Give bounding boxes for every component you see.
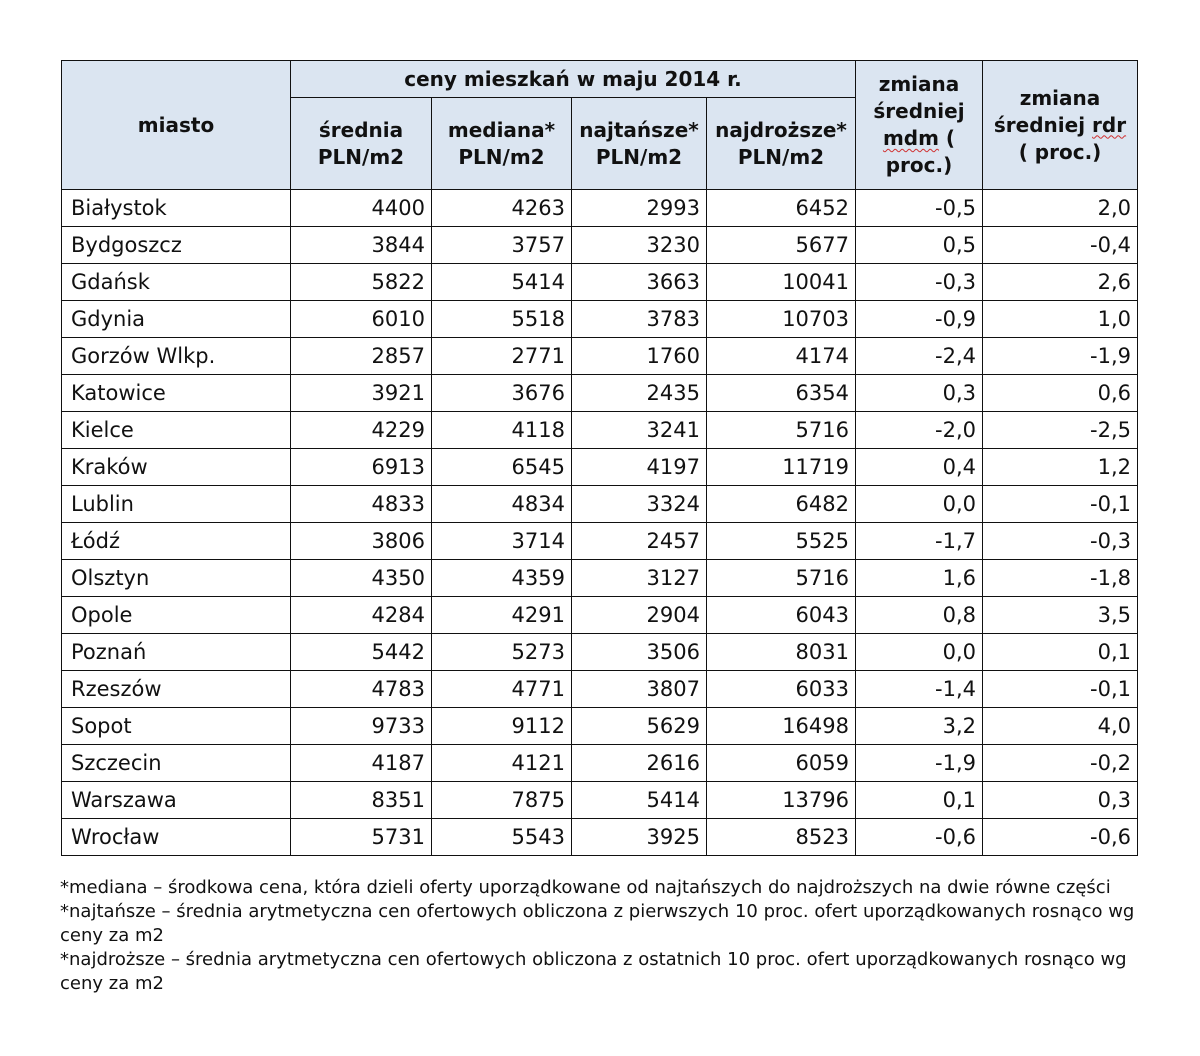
yoy-change-cell: -0,4 — [983, 227, 1138, 264]
avg-price-cell: 3844 — [291, 227, 432, 264]
cheapest-price-cell: 3127 — [572, 560, 707, 597]
priciest-price-cell: 10703 — [707, 301, 856, 338]
table-row — [62, 560, 1138, 597]
cheapest-price-cell: 1760 — [572, 338, 707, 375]
city-cell: Bydgoszcz — [62, 227, 291, 264]
price-table — [61, 60, 1138, 856]
yoy-change-cell: 0,3 — [983, 782, 1138, 819]
priciest-price-cell: 5716 — [707, 560, 856, 597]
avg-price-cell: 6913 — [291, 449, 432, 486]
avg-price-cell: 4783 — [291, 671, 432, 708]
median-price-cell: 5414 — [432, 264, 572, 301]
priciest-price-cell: 6043 — [707, 597, 856, 634]
table-row — [62, 671, 1138, 708]
avg-price-cell: 5442 — [291, 634, 432, 671]
cheapest-price-cell: 2457 — [572, 523, 707, 560]
mom-change-cell: -0,3 — [856, 264, 983, 301]
avg-price-cell: 3921 — [291, 375, 432, 412]
mom-change-cell: -0,9 — [856, 301, 983, 338]
yoy-change-cell: -1,9 — [983, 338, 1138, 375]
table-row — [62, 412, 1138, 449]
median-price-cell: 3714 — [432, 523, 572, 560]
table-row — [62, 634, 1138, 671]
priciest-price-cell: 10041 — [707, 264, 856, 301]
yoy-change-cell: -0,2 — [983, 745, 1138, 782]
priciest-price-cell: 5716 — [707, 412, 856, 449]
header-median: mediana* PLN/m2 — [432, 98, 572, 190]
avg-price-cell: 3806 — [291, 523, 432, 560]
cheapest-price-cell: 3230 — [572, 227, 707, 264]
yoy-change-cell: 0,6 — [983, 375, 1138, 412]
avg-price-cell: 4400 — [291, 190, 432, 227]
table-row — [62, 301, 1138, 338]
city-cell: Łódź — [62, 523, 291, 560]
yoy-change-cell: 2,0 — [983, 190, 1138, 227]
priciest-price-cell: 16498 — [707, 708, 856, 745]
header-cheapest: najtańsze* PLN/m2 — [572, 98, 707, 190]
cheapest-price-cell: 2616 — [572, 745, 707, 782]
median-price-cell: 4771 — [432, 671, 572, 708]
city-cell: Sopot — [62, 708, 291, 745]
median-price-cell: 6545 — [432, 449, 572, 486]
mom-change-cell: -0,6 — [856, 819, 983, 856]
mom-change-cell: 0,0 — [856, 486, 983, 523]
header-mom-line: proc.) — [885, 153, 953, 177]
yoy-change-cell: 1,2 — [983, 449, 1138, 486]
priciest-price-cell: 4174 — [707, 338, 856, 375]
header-mom-line: mdm — [882, 126, 939, 150]
city-cell: Gdynia — [62, 301, 291, 338]
header-mom-line: zmiana — [878, 72, 960, 96]
table-body — [62, 190, 1138, 856]
yoy-change-cell: -0,6 — [983, 819, 1138, 856]
header-mom-change — [856, 61, 983, 190]
avg-price-cell: 6010 — [291, 301, 432, 338]
table-row — [62, 264, 1138, 301]
city-cell: Lublin — [62, 486, 291, 523]
cheapest-price-cell: 3663 — [572, 264, 707, 301]
cheapest-price-cell: 3241 — [572, 412, 707, 449]
priciest-price-cell: 6354 — [707, 375, 856, 412]
yoy-change-cell: 1,0 — [983, 301, 1138, 338]
avg-price-cell: 2857 — [291, 338, 432, 375]
yoy-change-cell: -2,5 — [983, 412, 1138, 449]
city-cell: Opole — [62, 597, 291, 634]
table-row — [62, 227, 1138, 264]
table-row — [62, 338, 1138, 375]
mom-change-cell: -1,9 — [856, 745, 983, 782]
avg-price-cell: 9733 — [291, 708, 432, 745]
header-price-group: ceny mieszkań w maju 2014 r. — [291, 61, 856, 98]
yoy-change-cell: -1,8 — [983, 560, 1138, 597]
header-yoy-line: średniej — [993, 112, 1086, 137]
median-price-cell: 4121 — [432, 745, 572, 782]
yoy-change-cell: 4,0 — [983, 708, 1138, 745]
table-row — [62, 375, 1138, 412]
median-price-cell: 4291 — [432, 597, 572, 634]
priciest-price-cell: 11719 — [707, 449, 856, 486]
avg-price-cell: 4833 — [291, 486, 432, 523]
priciest-price-cell: 5677 — [707, 227, 856, 264]
priciest-price-cell: 13796 — [707, 782, 856, 819]
header-mom-line: średniej — [873, 99, 965, 123]
cheapest-price-cell: 3807 — [572, 671, 707, 708]
table-row — [62, 708, 1138, 745]
mom-change-cell: 0,8 — [856, 597, 983, 634]
city-cell: Katowice — [62, 375, 291, 412]
cheapest-price-cell: 2435 — [572, 375, 707, 412]
city-cell: Wrocław — [62, 819, 291, 856]
avg-price-cell: 5731 — [291, 819, 432, 856]
table-row — [62, 819, 1138, 856]
avg-price-cell: 5822 — [291, 264, 432, 301]
median-price-cell: 3676 — [432, 375, 572, 412]
median-price-cell: 5543 — [432, 819, 572, 856]
city-cell: Kielce — [62, 412, 291, 449]
cheapest-price-cell: 5629 — [572, 708, 707, 745]
city-cell: Białystok — [62, 190, 291, 227]
city-cell: Olsztyn — [62, 560, 291, 597]
table-row — [62, 597, 1138, 634]
cheapest-price-cell: 5414 — [572, 782, 707, 819]
median-price-cell: 4118 — [432, 412, 572, 449]
cheapest-price-cell: 3506 — [572, 634, 707, 671]
mom-change-cell: -0,5 — [856, 190, 983, 227]
yoy-change-cell: 0,1 — [983, 634, 1138, 671]
cheapest-price-cell: 2993 — [572, 190, 707, 227]
mom-change-cell: 0,1 — [856, 782, 983, 819]
table-row — [62, 449, 1138, 486]
mom-change-cell: -2,0 — [856, 412, 983, 449]
city-cell: Poznań — [62, 634, 291, 671]
mom-change-cell: 0,0 — [856, 634, 983, 671]
median-price-cell: 7875 — [432, 782, 572, 819]
city-cell: Szczecin — [62, 745, 291, 782]
median-price-cell: 5273 — [432, 634, 572, 671]
avg-price-cell: 4284 — [291, 597, 432, 634]
city-cell: Rzeszów — [62, 671, 291, 708]
mom-change-cell: 1,6 — [856, 560, 983, 597]
cheapest-price-cell: 2904 — [572, 597, 707, 634]
header-city: miasto — [62, 61, 291, 190]
city-cell: Gorzów Wlkp. — [62, 338, 291, 375]
median-price-cell: 9112 — [432, 708, 572, 745]
yoy-change-cell: -0,1 — [983, 486, 1138, 523]
cheapest-price-cell: 3783 — [572, 301, 707, 338]
median-price-cell: 4359 — [432, 560, 572, 597]
header-yoy-line: rdr — [1092, 112, 1127, 137]
yoy-change-cell: -0,1 — [983, 671, 1138, 708]
table-row — [62, 745, 1138, 782]
footnote-priciest: *najdroższe – średnia arytmetyczna cen ofertowych obliczona z ostatnich 10 proc. ofert uporządkowanych rosnąco wg ceny za m2 — [60, 949, 1127, 994]
mom-change-cell: 0,4 — [856, 449, 983, 486]
mom-change-cell: -1,7 — [856, 523, 983, 560]
table-row — [62, 486, 1138, 523]
city-cell: Warszawa — [62, 782, 291, 819]
avg-price-cell: 4229 — [291, 412, 432, 449]
avg-price-cell: 8351 — [291, 782, 432, 819]
table-row — [62, 523, 1138, 560]
median-price-cell: 2771 — [432, 338, 572, 375]
city-cell: Kraków — [62, 449, 291, 486]
yoy-change-cell: 3,5 — [983, 597, 1138, 634]
priciest-price-cell: 8523 — [707, 819, 856, 856]
cheapest-price-cell: 3925 — [572, 819, 707, 856]
header-priciest: najdroższe* PLN/m2 — [707, 98, 856, 190]
yoy-change-cell: 2,6 — [983, 264, 1138, 301]
cheapest-price-cell: 4197 — [572, 449, 707, 486]
footnote-cheapest: *najtańsze – średnia arytmetyczna cen ofertowych obliczona z pierwszych 10 proc. ofert uporządkowanych rosnąco wg ceny za m2 — [60, 901, 1135, 946]
avg-price-cell: 4187 — [291, 745, 432, 782]
priciest-price-cell: 5525 — [707, 523, 856, 560]
median-price-cell: 5518 — [432, 301, 572, 338]
priciest-price-cell: 8031 — [707, 634, 856, 671]
table-row — [62, 782, 1138, 819]
mom-change-cell: 3,2 — [856, 708, 983, 745]
header-row-top — [62, 61, 1138, 98]
header-yoy-change — [983, 61, 1138, 190]
footnotes — [60, 876, 1155, 996]
priciest-price-cell: 6482 — [707, 486, 856, 523]
median-price-cell: 4834 — [432, 486, 572, 523]
priciest-price-cell: 6033 — [707, 671, 856, 708]
header-yoy-line: ( proc.) — [1018, 139, 1102, 164]
avg-price-cell: 4350 — [291, 560, 432, 597]
footnote-median: *mediana – środkowa cena, która dzieli oferty uporządkowane od najtańszych do najdroższych na dwie równe części — [60, 877, 1111, 898]
priciest-price-cell: 6059 — [707, 745, 856, 782]
median-price-cell: 4263 — [432, 190, 572, 227]
header-yoy-line: zmiana — [1019, 85, 1101, 110]
mom-change-cell: -1,4 — [856, 671, 983, 708]
mom-change-cell: 0,5 — [856, 227, 983, 264]
header-avg: średnia PLN/m2 — [291, 98, 432, 190]
city-cell: Gdańsk — [62, 264, 291, 301]
table-row — [62, 190, 1138, 227]
cheapest-price-cell: 3324 — [572, 486, 707, 523]
mom-change-cell: 0,3 — [856, 375, 983, 412]
mom-change-cell: -2,4 — [856, 338, 983, 375]
priciest-price-cell: 6452 — [707, 190, 856, 227]
yoy-change-cell: -0,3 — [983, 523, 1138, 560]
median-price-cell: 3757 — [432, 227, 572, 264]
header-mom-line: ( — [945, 126, 956, 150]
